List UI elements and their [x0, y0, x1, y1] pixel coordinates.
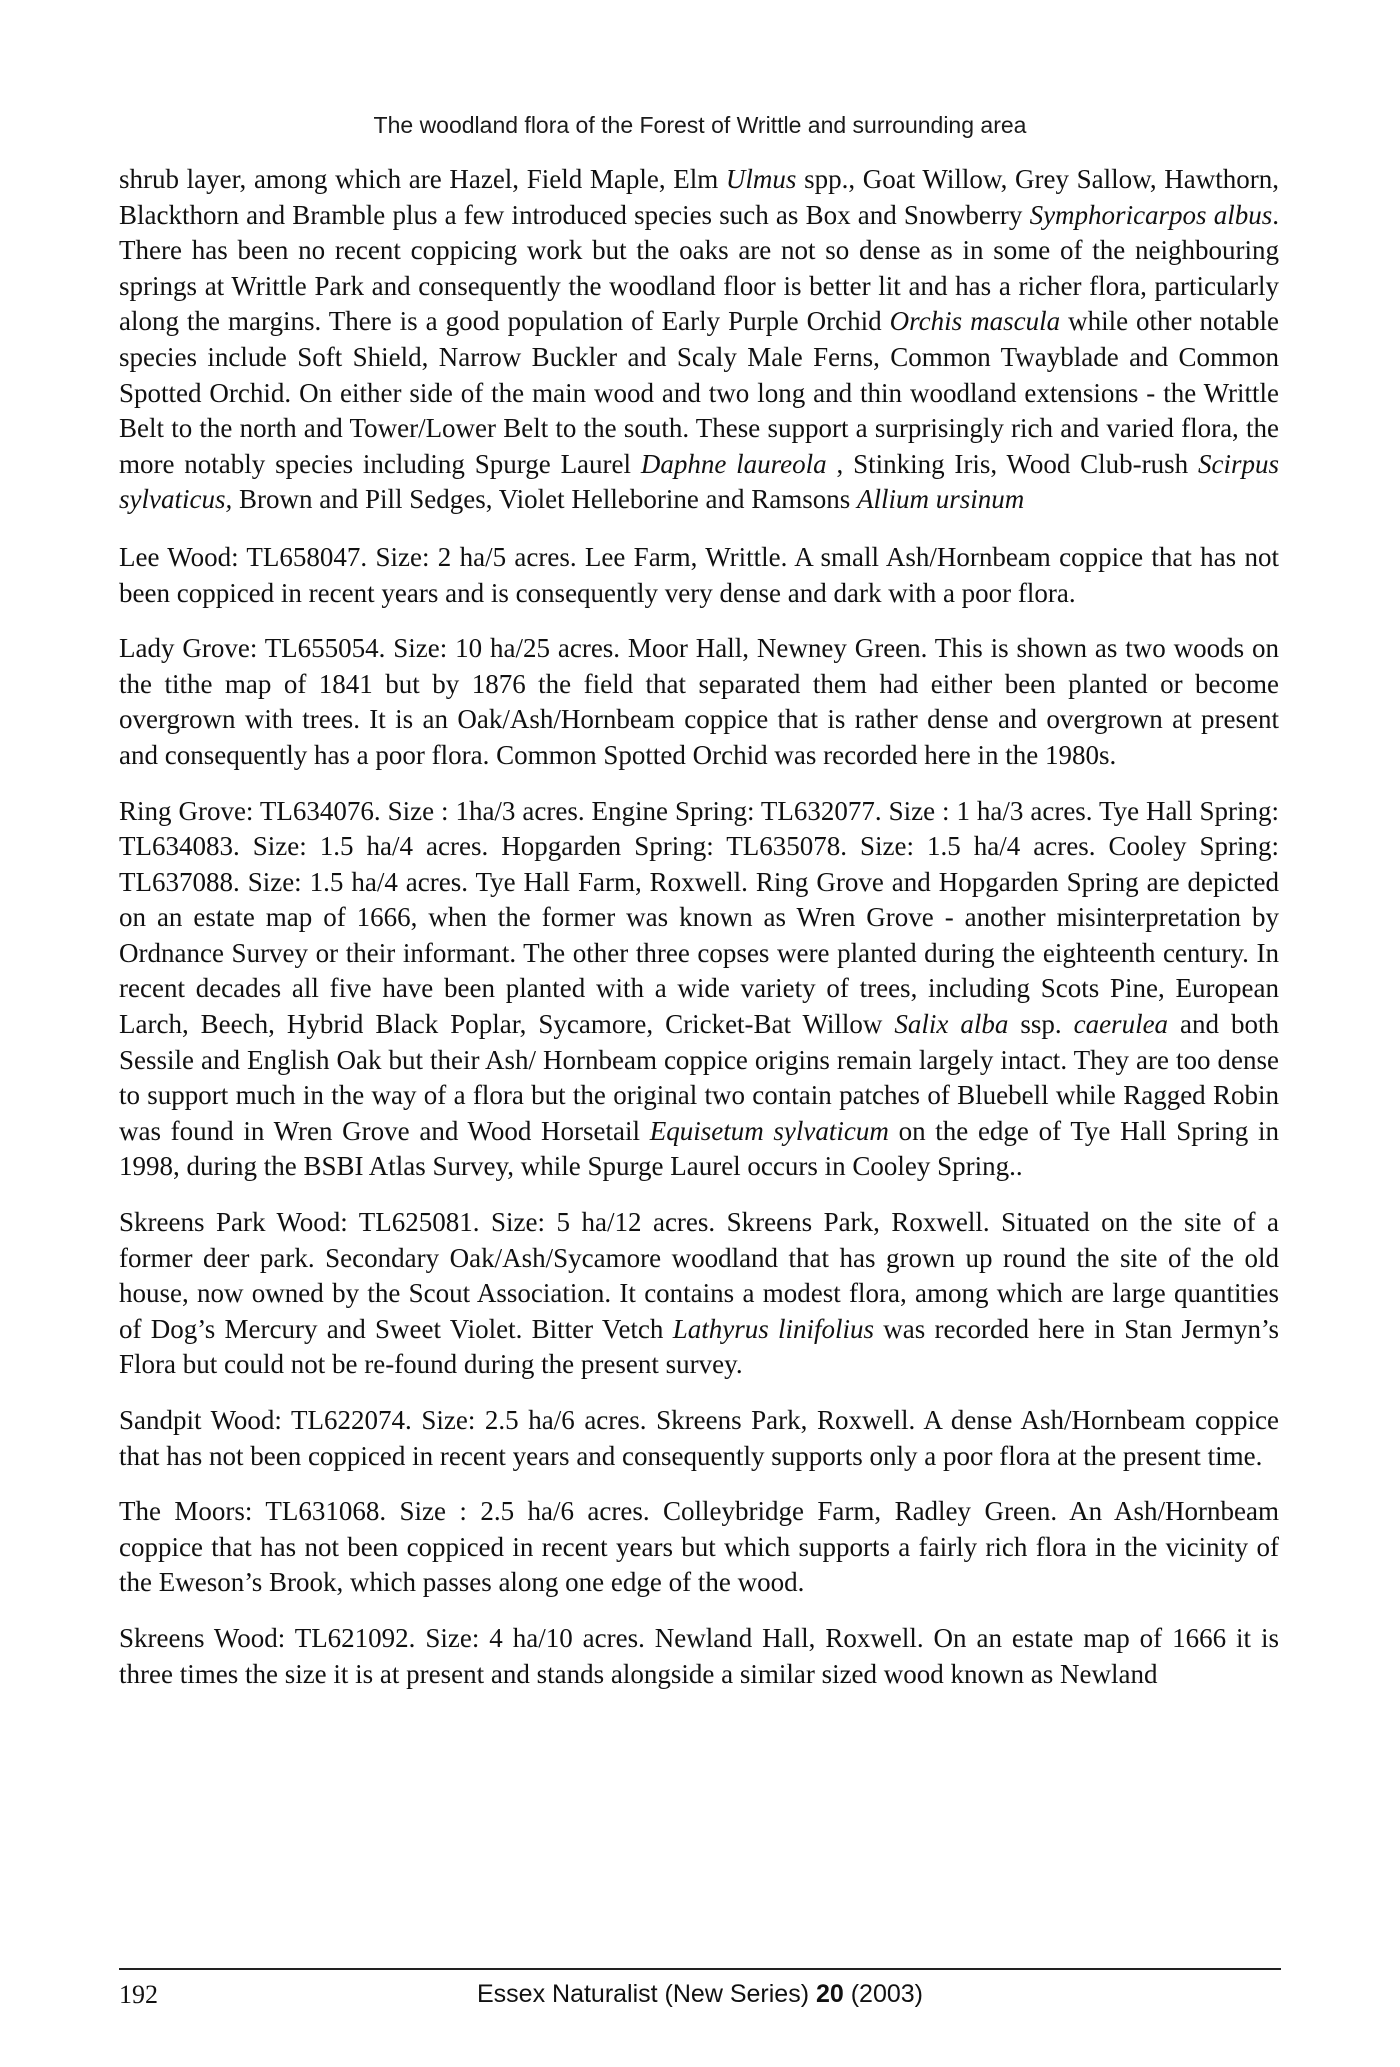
running-header: The woodland flora of the Forest of Writtle and surrounding area — [373, 112, 1027, 138]
journal-footer — [0, 1980, 1400, 2009]
body-text — [119, 162, 1279, 1712]
paragraph: Ring Grove: TL634076. Size : 1ha/3 acres. Engine Spring: TL632077. Size : 1 ha/3 acres. Tye Hall Spring: TL634083. Size: 1.5 ha/4 acres. Hopgarden Spring: TL635078. Size: 1.5 ha/4 acres. Cooley Spring: TL637088. Size: 1.5 ha/4 acres. Tye Hall Farm, Roxwell. Ring Grove and Hopgarden Spring are depicted on an estate map of 1666, when the former was known as Wren Grove - another misinterpretation by Ordnance Survey or their informant. The other three copses were planted during the eighteenth century. In recent decades all five have been planted with a wide variety of trees, including Scots Pine, European Larch, Beech, Hybrid Black Poplar, Sycamore, Cricket-Bat Willow Salix alba ssp. caerulea and both Sessile and English Oak but their Ash/ Hornbeam coppice origins remain largely intact. They are too dense to support much in the way of a flora but the original two contain patches of Bluebell while Ragged Robin was found in Wren Grove and Wood Horsetail Equisetum sylvaticum on the edge of Tye Hall Spring in 1998, during the BSBI Atlas Survey, while Spurge Laurel occurs in Cooley Spring.. — [119, 795, 1279, 1182]
journal-name: Essex Naturalist (New Series) — [476, 1980, 810, 2008]
paragraph: Skreens Wood: TL621092. Size: 4 ha/10 acres. Newland Hall, Roxwell. On an estate map of 1666 it is three times the size it is at present and stands alongside a similar sized wood known as Newland — [119, 1622, 1279, 1689]
journal-volume: 20 — [815, 1980, 844, 2008]
page-number: 192 — [119, 1980, 158, 2009]
paragraph: Lady Grove: TL655054. Size: 10 ha/25 acres. Moor Hall, Newney Green. This is shown as two woods on the tithe map of 1841 but by 1876 the field that separated them had either been planted or become overgrown with trees. It is an Oak/Ash/Hornbeam coppice that is rather dense and overgrown at present and consequently has a poor flora. Common Spotted Orchid was recorded here in the 1980s. — [119, 633, 1279, 770]
paragraph: Lee Wood: TL658047. Size: 2 ha/5 acres. Lee Farm, Writtle. A small Ash/Hornbeam coppice that has not been coppiced in recent years and is consequently very dense and dark with a poor flora. — [119, 541, 1279, 608]
paragraph: shrub layer, among which are Hazel, Field Maple, Elm Ulmus spp., Goat Willow, Grey Sallow, Hawthorn, Blackthorn and Bramble plus a few introduced species such as Box and Snowberry Symphoricarpos albus. There has been no recent coppicing work but the oaks are not so dense as in some of the neighbouring springs at Writtle Park and consequently the woodland floor is better lit and has a richer flora, particularly along the margins. There is a good population of Early Purple Orchid Orchis mascula while other notable species include Soft Shield, Narrow Buckler and Scaly Male Ferns, Common Twayblade and Common Spotted Orchid. On either side of the main wood and two long and thin woodland extensions - the Writtle Belt to the north and Tower/Lower Belt to the south. These support a surprisingly rich and varied flora, the more notably species including Spurge Laurel Daphne laureola , Stinking Iris, Wood Club-rush Scirpus sylvaticus, Brown and Pill Sedges, Violet Helleborine and Ramsons Allium ursinum — [119, 164, 1280, 515]
paragraph: Sandpit Wood: TL622074. Size: 2.5 ha/6 acres. Skreens Park, Roxwell. A dense Ash/Hornbeam coppice that has not been coppiced in recent years and consequently supports only a poor flora at the present time. — [119, 1405, 1279, 1471]
paragraph: The Moors: TL631068. Size : 2.5 ha/6 acres. Colleybridge Farm, Radley Green. An Ash/Hornbeam coppice that has not been coppiced in recent years but which supports a fairly rich flora in the vicinity of the Eweson’s Brook, which passes along one edge of the wood. — [119, 1496, 1279, 1598]
paragraph: Skreens Park Wood: TL625081. Size: 5 ha/12 acres. Skreens Park, Roxwell. Situated on the site of a former deer park. Secondary Oak/Ash/Sycamore woodland that has grown up round the site of the old house, now owned by the Scout Association. It contains a modest flora, among which are large quantities of Dog’s Mercury and Sweet Violet. Bitter Vetch Lathyrus linifolius was recorded here in Stan Jermyn’s Flora but could not be re-found during the present survey. — [119, 1207, 1279, 1380]
footer-rule — [119, 1968, 1281, 1970]
journal-year: (2003) — [850, 1980, 923, 2008]
